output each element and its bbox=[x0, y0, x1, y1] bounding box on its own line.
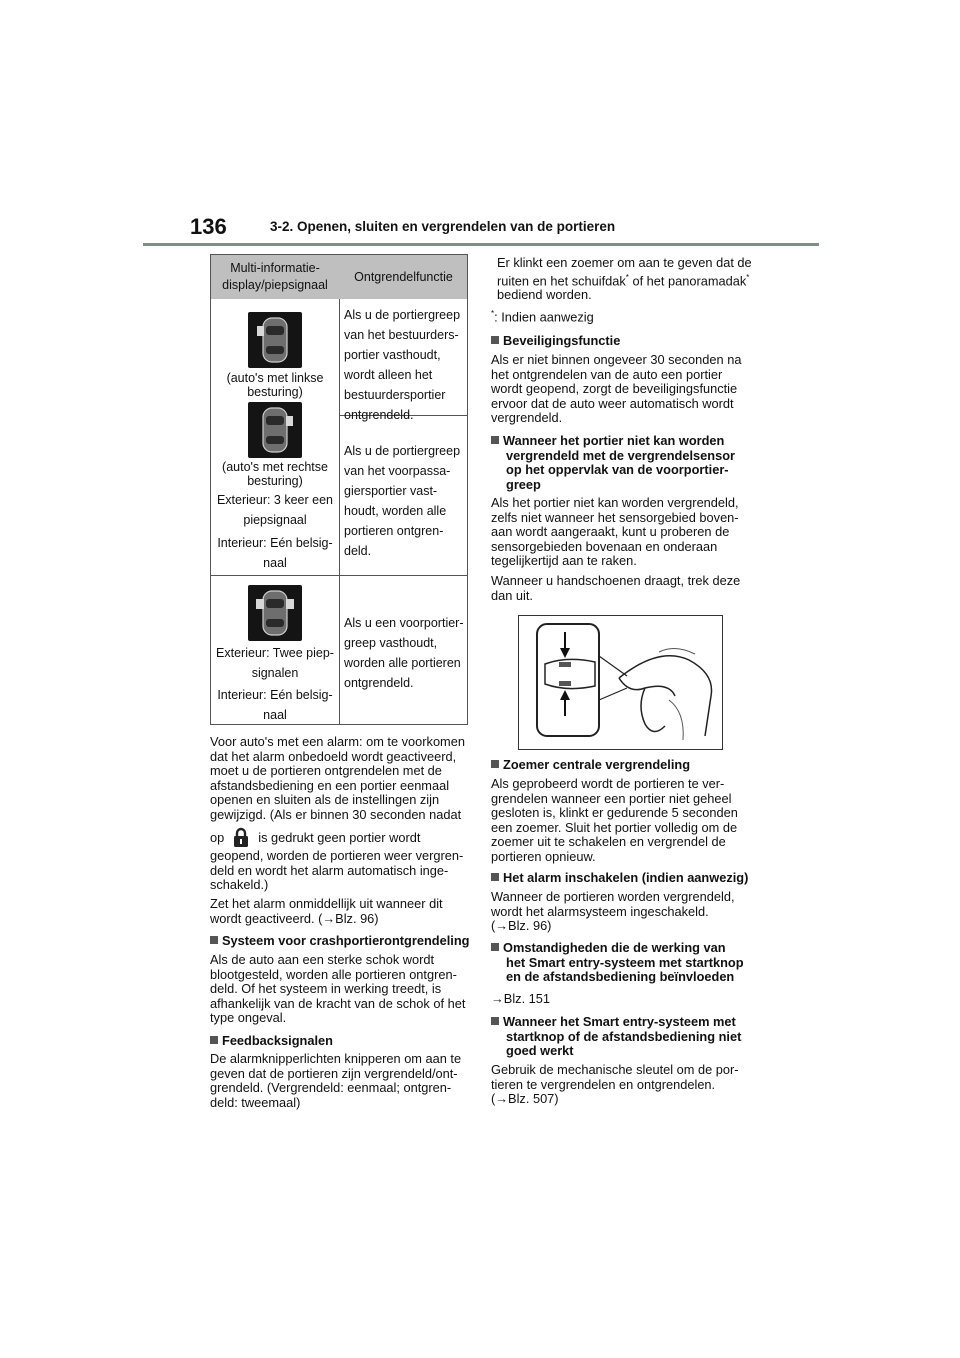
text-line: een zoemer. Sluit het portier volledig om de bbox=[491, 819, 738, 835]
bullet-square-icon bbox=[491, 943, 499, 951]
gloves-paragraph bbox=[491, 574, 740, 603]
crash-paragraph bbox=[210, 953, 465, 1026]
heading-text: Wanneer het portier niet kan worden bbox=[503, 433, 725, 448]
text-line: Als geprobeerd wordt de portieren te ver- bbox=[491, 776, 725, 791]
heading-text: Feedbacksignalen bbox=[222, 1033, 333, 1048]
row2-exterior-line1: Exterieur: Twee piep- bbox=[216, 646, 334, 660]
text-line: afstandsbediening en een portier eenmaal bbox=[210, 777, 450, 793]
text-line: vergrendeld. bbox=[491, 410, 563, 425]
row2-interior-line1: Interieur: Eén belsig- bbox=[217, 688, 333, 702]
heading-feedback bbox=[210, 1034, 333, 1049]
buzzer-paragraph bbox=[497, 256, 752, 303]
row1-function-a bbox=[344, 305, 460, 425]
page-number: 136 bbox=[190, 214, 227, 239]
heading-text: Wanneer het Smart entry-systeem met bbox=[503, 1014, 736, 1029]
fa-line: Als u de portiergreep bbox=[344, 308, 461, 322]
row1-function-b bbox=[344, 441, 460, 561]
fa-line: van het bestuurders- bbox=[344, 328, 459, 342]
footnote-marker: * bbox=[746, 272, 750, 282]
header-rule bbox=[143, 243, 819, 246]
caption-right-line1: (auto's met rechtse bbox=[222, 460, 328, 474]
sensor-paragraph bbox=[491, 496, 739, 569]
fa-line: wordt alleen het bbox=[344, 368, 433, 382]
text-line: het ontgrendelen van de auto een portier bbox=[491, 366, 723, 382]
row2-interior-line2: naal bbox=[263, 708, 287, 722]
text-line: wordt geactiveerd. (→Blz. 96) bbox=[210, 910, 379, 926]
f2-line: ontgrendeld. bbox=[344, 676, 414, 690]
row1-interior-line2: naal bbox=[263, 556, 287, 570]
door-handle-hand-illustration bbox=[518, 615, 723, 750]
heading-malfunction bbox=[491, 1015, 741, 1059]
fb-line: portieren ontgren- bbox=[344, 524, 444, 538]
car-top-view-icon bbox=[248, 312, 302, 368]
heading-text: Beveiligingsfunctie bbox=[503, 333, 621, 348]
caption-right-drive bbox=[211, 460, 339, 488]
caption-left-line2: besturing) bbox=[247, 385, 303, 399]
bullet-square-icon bbox=[491, 336, 499, 344]
row1-exterior-line2: piepsignaal bbox=[243, 513, 307, 527]
fb-line: houdt, worden alle bbox=[344, 504, 447, 518]
table-header bbox=[211, 255, 467, 299]
heading-text: Zoemer centrale vergrendeling bbox=[503, 757, 691, 772]
table-row-divider bbox=[211, 575, 467, 576]
text-line: deld: tweemaal) bbox=[210, 1094, 301, 1110]
row1-exterior-line1: Exterieur: 3 keer een bbox=[216, 493, 334, 507]
text-line: sensorgebieden bovenaan en onderaan bbox=[491, 538, 718, 554]
table-header-display bbox=[211, 255, 339, 299]
text-line: zelfs niet wanneer het sensorgebied boven- bbox=[491, 509, 739, 525]
alarm-paragraph-icon-line bbox=[210, 826, 420, 848]
bullet-square-icon bbox=[491, 1017, 499, 1025]
heading-circumstances bbox=[491, 941, 744, 985]
text-line: type ongeval. bbox=[210, 1010, 287, 1025]
heading-text: op het oppervlak van de voorportier- bbox=[506, 462, 729, 477]
text-line: portieren opnieuw. bbox=[491, 848, 596, 864]
heading-sensor bbox=[491, 434, 735, 492]
car-top-view-icon bbox=[248, 402, 302, 458]
heading-text: startknop of de afstandsbediening niet bbox=[506, 1028, 742, 1044]
text-line: De alarmknipperlichten knipperen om aan te bbox=[210, 1051, 462, 1066]
footnote-text: : Indien aanwezig bbox=[494, 309, 594, 325]
text-line: op bbox=[210, 830, 225, 845]
table-header-function: Ontgrendelfunctie bbox=[354, 269, 453, 284]
heading-zoemer bbox=[491, 758, 690, 773]
lock-icon bbox=[230, 826, 252, 848]
f2-line: worden alle portieren bbox=[344, 656, 461, 670]
text-line: ruiten en het schuifdak bbox=[497, 272, 626, 288]
header-display-line2: display/piepsignaal bbox=[222, 278, 328, 292]
f2-line: Als u een voorportier- bbox=[344, 616, 464, 630]
text-line: Als er niet binnen ongeveer 30 seconden na bbox=[491, 352, 742, 367]
text-line: moet u de portieren ontgrendelen met de bbox=[210, 763, 442, 778]
zoemer-paragraph bbox=[491, 777, 738, 864]
security-paragraph bbox=[491, 353, 741, 426]
text-line: wordt geopend, zorgt de beveiligingsfunctie bbox=[491, 381, 738, 396]
row1-interior bbox=[211, 533, 339, 573]
text-line: grendelen wanneer een portier niet geheel bbox=[491, 790, 732, 806]
fb-line: van het voorpassa- bbox=[344, 464, 451, 478]
text-line: wordt het alarmsysteem ingeschakeld. bbox=[491, 903, 709, 919]
heading-text: vergrendeld met de vergrendelsensor bbox=[506, 447, 736, 463]
fa-line: ontgrendeld. bbox=[344, 408, 414, 422]
heading-text: Systeem voor crashportierontgrendeling bbox=[222, 933, 470, 948]
row2-interior bbox=[211, 685, 339, 725]
feedback-paragraph bbox=[210, 1052, 461, 1110]
header-display-line1: Multi-informatie- bbox=[230, 261, 320, 275]
heading-security bbox=[491, 334, 620, 349]
row2-function bbox=[344, 613, 464, 693]
heading-text: goed werkt bbox=[506, 1043, 574, 1058]
text-line: →Blz. 151 bbox=[491, 991, 551, 1006]
heading-text: Het alarm inschakelen (indien aanwezig) bbox=[503, 870, 749, 885]
footnote bbox=[491, 307, 594, 325]
heading-text: Omstandigheden die de werking van bbox=[503, 940, 726, 955]
bullet-square-icon bbox=[491, 436, 499, 444]
text-line: is gedrukt geen portier wordt bbox=[258, 830, 421, 845]
fa-line: portier vasthoudt, bbox=[344, 348, 441, 362]
text-line: deld. Of het systeem in werking treedt, is bbox=[210, 981, 442, 996]
malfunction-paragraph bbox=[491, 1063, 739, 1107]
fb-line: deld. bbox=[344, 544, 372, 558]
text-line: geopend, worden de portieren weer vergren- bbox=[210, 848, 464, 863]
heading-alarm bbox=[491, 871, 748, 886]
alarm-on-paragraph bbox=[491, 890, 735, 934]
heading-text: greep bbox=[506, 476, 541, 492]
text-line: Als het portier niet kan worden vergrendeld, bbox=[491, 495, 739, 510]
text-line: Gebruik de mechanische sleutel om de por- bbox=[491, 1062, 739, 1077]
row2-exterior bbox=[211, 643, 339, 683]
text-line: gesloten is, klinkt er gedurende 5 seconden bbox=[491, 805, 738, 820]
text-line: gewijzigd. (Als er binnen 30 seconden nadat bbox=[210, 806, 462, 822]
caption-right-line2: besturing) bbox=[247, 474, 303, 488]
fb-line: Als u de portiergreep bbox=[344, 444, 461, 458]
text-line: Voor auto's met een alarm: om te voorkomen bbox=[210, 734, 465, 749]
text-line: deld en wordt het alarm automatisch inge- bbox=[210, 862, 449, 878]
alarm-off-paragraph bbox=[210, 897, 443, 926]
chapter-title: 3-2. Openen, sluiten en vergrendelen van de portieren bbox=[270, 219, 616, 234]
text-line: (→Blz. 507) bbox=[491, 1091, 559, 1106]
text-line: geven dat de portieren zijn vergrendeld/ont- bbox=[210, 1065, 458, 1081]
caption-left-line1: (auto's met linkse bbox=[226, 371, 324, 385]
text-line: blootgesteld, worden alle portieren ontgren- bbox=[210, 966, 457, 982]
table-column-divider bbox=[339, 299, 340, 724]
fb-line: giersportier vast- bbox=[344, 484, 438, 498]
bullet-square-icon bbox=[210, 936, 218, 944]
alarm-paragraph bbox=[210, 735, 465, 822]
f2-line: greep vasthoudt, bbox=[344, 636, 438, 650]
text-line: dan uit. bbox=[491, 587, 533, 603]
circumstances-ref bbox=[491, 992, 550, 1007]
text-line: tegelijkertijd aan te raken. bbox=[491, 553, 637, 568]
text-line: Wanneer de portieren worden vergrendeld, bbox=[491, 889, 735, 904]
heading-text: het Smart entry-systeem met startknop bbox=[506, 954, 744, 970]
text-line: schakeld.) bbox=[210, 877, 269, 892]
alarm-paragraph-cont bbox=[210, 849, 463, 893]
row1-interior-line1: Interieur: Eén belsig- bbox=[217, 536, 333, 550]
row2-exterior-line2: signalen bbox=[251, 666, 299, 680]
text-line: tieren te vergrendelen en ontgrendelen. bbox=[491, 1076, 716, 1092]
text-line: grendeld. (Vergrendeld: eenmaal; ontgren- bbox=[210, 1080, 452, 1095]
car-top-view-icon bbox=[248, 585, 302, 641]
unlock-function-table bbox=[210, 254, 468, 725]
text-line: bediend worden. bbox=[497, 287, 592, 303]
text-line: Wanneer u handschoenen draagt, trek deze bbox=[491, 573, 741, 588]
bullet-square-icon bbox=[491, 873, 499, 881]
text-line: Als de auto aan een sterke schok wordt bbox=[210, 952, 435, 967]
text-line: (→Blz. 96) bbox=[491, 918, 552, 933]
footnote-marker: * bbox=[491, 309, 495, 318]
text-line: ervoor dat de auto weer automatisch wordt bbox=[491, 395, 734, 411]
text-line: openen en sluiten als de instellingen zijn bbox=[210, 792, 440, 807]
caption-left-drive bbox=[211, 371, 339, 399]
bullet-square-icon bbox=[210, 1036, 218, 1044]
bullet-square-icon bbox=[491, 760, 499, 768]
text-line: zoemer uit te schakelen en vergrendel de bbox=[491, 834, 726, 849]
heading-text: en de afstandsbediening beïnvloeden bbox=[506, 969, 735, 984]
text-line: Er klinkt een zoemer om aan te geven dat de bbox=[497, 255, 752, 270]
footnote-marker: * bbox=[625, 272, 629, 282]
heading-crash bbox=[210, 934, 469, 949]
text-line: dat het alarm onbedoeld wordt geactiveerd, bbox=[210, 748, 457, 764]
text-line: aan wordt aangeraakt, kunt u proberen de bbox=[491, 524, 730, 539]
text-line: afhankelijk van de kracht van de schok of het bbox=[210, 995, 466, 1011]
text-line: of het panoramadak bbox=[628, 272, 747, 288]
text-line: Zet het alarm onmiddellijk uit wanneer dit bbox=[210, 896, 443, 911]
fa-line: bestuurdersportier bbox=[344, 388, 446, 402]
row1-exterior bbox=[211, 490, 339, 530]
